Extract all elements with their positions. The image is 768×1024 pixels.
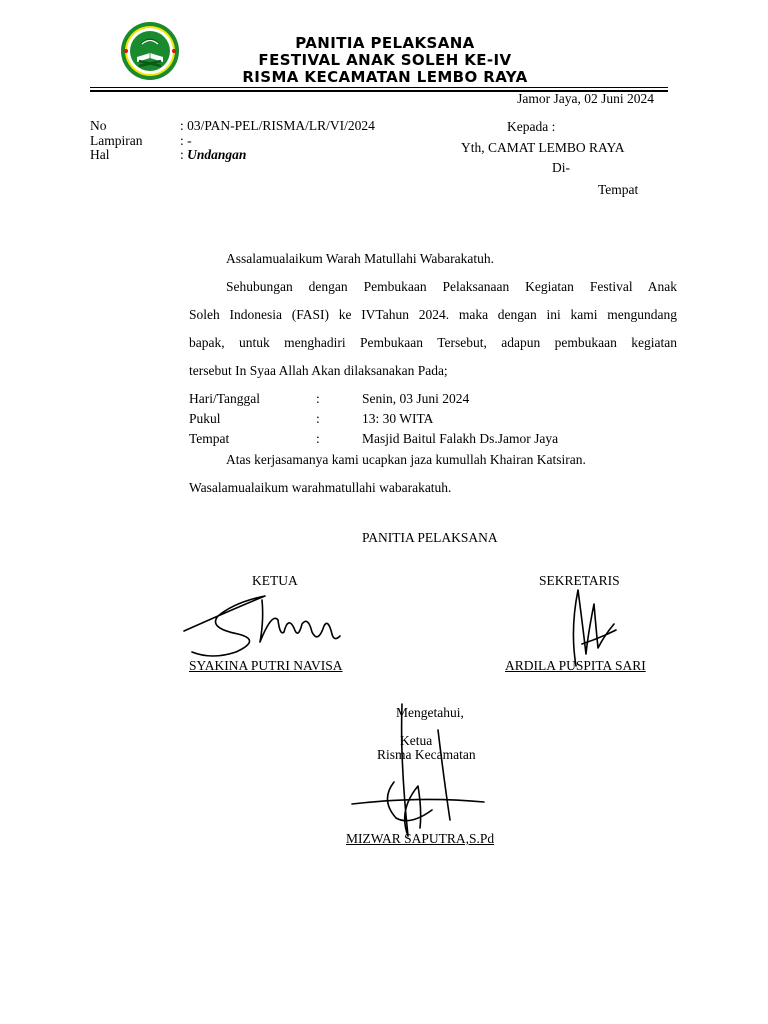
header-line-1: PANITIA PELAKSANA [295,34,475,52]
schedule-colon: : [316,391,320,406]
risma-title-1: Ketua [400,733,433,748]
paragraph-line-3: bapak, untuk menghadiri Pembukaan Tersebut, adapun pembukaan kegiatan [189,335,677,350]
lampiran-label: Lampiran [90,133,143,148]
risma-name: MIZWAR SAPUTRA,S.Pd [346,831,495,846]
risma-logo [120,20,180,82]
header-divider-thin [90,87,668,88]
ketua-title: KETUA [252,573,298,588]
risma-signature [340,700,490,850]
kepada: Kepada : [507,119,556,134]
schedule-label: Tempat [189,431,230,446]
place-date: Jamor Jaya, 02 Juni 2024 [517,91,654,106]
no-value: : 03/PAN-PEL/RISMA/LR/VI/2024 [180,118,375,133]
closing-salam: Wasalamualaikum warahmatullahi wabarakatuh. [189,480,452,495]
no-label: No [90,118,107,133]
recipient-tempat: Tempat [598,182,639,197]
ketua-signature [180,588,350,668]
schedule-colon: : [316,431,320,446]
header-line-2: FESTIVAL ANAK SOLEH KE-IV [258,51,512,69]
committee-title: PANITIA PELAKSANA [362,530,498,545]
schedule-colon: : [316,411,320,426]
schedule-value: 13: 30 WITA [362,411,434,426]
closing-thanks: Atas kerjasamanya kami ucapkan jaza kumullah Khairan Katsiran. [226,452,586,467]
risma-title-2: Risma Kecamatan [377,747,476,762]
schedule-label: Hari/Tanggal [189,391,261,406]
paragraph-line-4: tersebut In Syaa Allah Akan dilaksanakan Pada; [189,363,448,378]
recipient-di: Di- [552,160,570,175]
ketua-name: SYAKINA PUTRI NAVISA [189,658,343,673]
paragraph-line-1: Sehubungan dengan Pembukaan Pelaksanaan Kegiatan Festival Anak [226,279,677,294]
lampiran-value: : - [180,133,192,148]
hal-subject: Undangan [187,147,247,162]
hal-label: Hal [90,147,110,162]
sekretaris-title: SEKRETARIS [539,573,620,588]
greeting: Assalamualaikum Warah Matullahi Wabarakatuh. [226,251,494,266]
recipient-name: Yth, CAMAT LEMBO RAYA [461,140,625,155]
hal-value [180,147,246,163]
sekretaris-signature [560,580,620,670]
schedule-value: Masjid Baitul Falakh Ds.Jamor Jaya [362,431,559,446]
hal-colon: : [180,147,184,162]
schedule-value: Senin, 03 Juni 2024 [362,391,470,406]
mengetahui: Mengetahui, [396,705,464,720]
paragraph-line-2: Soleh Indonesia (FASI) ke IVTahun 2024. maka dengan ini kami mengundang [189,307,677,322]
sekretaris-name: ARDILA PUSPITA SARI [505,658,646,673]
schedule-label: Pukul [189,411,221,426]
header-line-3: RISMA KECAMATAN LEMBO RAYA [242,68,528,86]
